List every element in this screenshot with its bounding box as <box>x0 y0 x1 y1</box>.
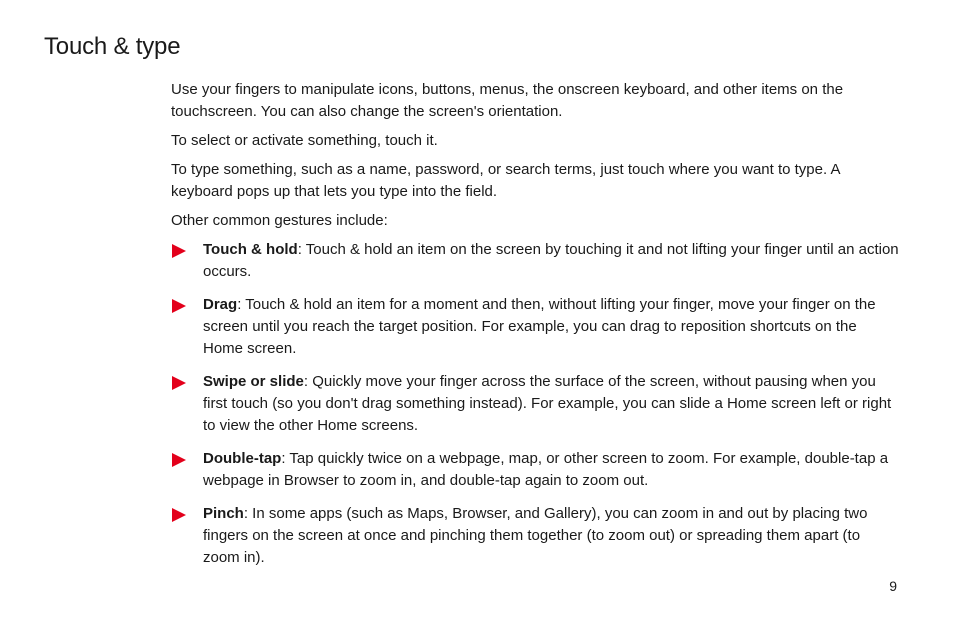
select-paragraph: To select or activate something, touch it. <box>171 132 438 149</box>
gesture-item-touch-hold <box>171 239 899 283</box>
gesture-description: : Touch & hold an item for a moment and then, without lifting your finger, move your finger on the screen until you reach the target position. For example, you can drag to reposition shortcuts on the Home screen. <box>203 296 876 357</box>
content-body <box>171 79 899 580</box>
gesture-term: Pinch <box>203 505 244 522</box>
gesture-term: Swipe or slide <box>203 373 304 390</box>
gesture-list <box>171 239 899 569</box>
page-number: 9 <box>889 578 897 594</box>
gesture-item-drag <box>171 294 899 360</box>
triangle-bullet-icon <box>172 453 186 467</box>
gesture-description: : Touch & hold an item on the screen by touching it and not lifting your finger until an action occurs. <box>203 241 899 280</box>
triangle-bullet-icon <box>172 244 186 258</box>
page-title: Touch & type <box>44 33 181 60</box>
triangle-bullet-icon <box>172 376 186 390</box>
gesture-description: : Quickly move your finger across the surface of the screen, without pausing when you first touch (so you don't drag something instead). For example, you can slide a Home screen left or right to view the other Home screens. <box>203 373 892 434</box>
gesture-term: Drag <box>203 296 238 313</box>
gesture-item-double-tap <box>171 448 899 492</box>
gesture-description: : In some apps (such as Maps, Browser, and Gallery), you can zoom in and out by placing two fingers on the screen at once and pinching them together (to zoom out) or spreading them apart (to zoom in). <box>203 505 868 566</box>
triangle-bullet-icon <box>172 508 186 522</box>
gesture-term: Double-tap <box>203 450 282 467</box>
intro-paragraph: Use your fingers to manipulate icons, buttons, menus, the onscreen keyboard, and other items on the touchscreen. You can also change the screen's orientation. <box>171 81 844 120</box>
gesture-description: : Tap quickly twice on a webpage, map, or other screen to zoom. For example, double-tap a webpage in Browser to zoom in, and double-tap again to zoom out. <box>203 450 889 489</box>
type-paragraph: To type something, such as a name, password, or search terms, just touch where you want to type. A keyboard pops up that lets you type into the field. <box>171 161 840 200</box>
gesture-item-pinch <box>171 503 899 569</box>
gesture-item-swipe <box>171 371 899 437</box>
gesture-term: Touch & hold <box>203 241 298 258</box>
gestures-intro: Other common gestures include: <box>171 212 388 229</box>
triangle-bullet-icon <box>172 299 186 313</box>
